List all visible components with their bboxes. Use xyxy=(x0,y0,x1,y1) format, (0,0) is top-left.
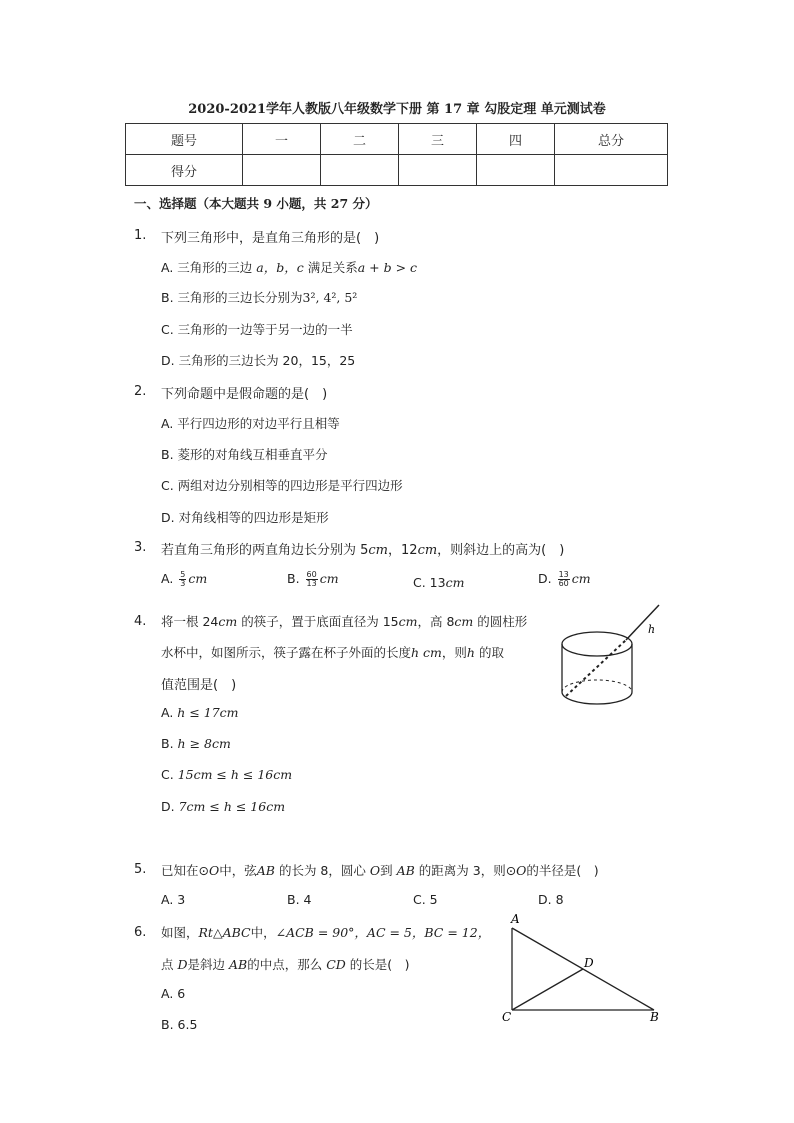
stem-text: 是斜边 xyxy=(187,957,229,972)
stem-text: ，高 8 xyxy=(417,614,455,629)
fraction xyxy=(179,571,186,588)
math-var: O xyxy=(208,863,220,878)
option-a xyxy=(161,705,239,720)
cylinder-bottom-front xyxy=(562,692,632,704)
option-c: C. 三角形的一边等于另一边的一半 xyxy=(161,322,353,337)
fraction xyxy=(306,571,318,588)
option-label: B. xyxy=(161,736,174,751)
question-number: 2. xyxy=(134,384,147,399)
unit: cm xyxy=(319,571,339,586)
stem-text: 的距离为 3，则⊙ xyxy=(414,863,517,878)
unit: cm xyxy=(188,571,208,586)
vertex-a-label: A xyxy=(511,912,520,926)
option-b xyxy=(161,288,357,306)
stem-text: ，则斜边上的高为( ) xyxy=(437,543,565,558)
option-label: D. xyxy=(161,799,175,814)
stem-text: 若直角三角形的两直角边长分别为 5 xyxy=(161,543,369,558)
denominator: 3 xyxy=(180,579,186,588)
question-number: 4. xyxy=(134,614,147,629)
fraction xyxy=(558,571,570,588)
score-cell xyxy=(321,155,399,186)
score-header-cell: 总分 xyxy=(555,124,668,155)
option-a: A. 平行四边形的对边平行且相等 xyxy=(161,416,340,431)
option-c xyxy=(413,575,464,590)
stem-text: 的筷子，置于底面直径为 15 xyxy=(237,614,399,629)
math-expr: h ≥ 8cm xyxy=(177,736,231,751)
unit: cm xyxy=(398,614,418,629)
question-stem-line1 xyxy=(161,923,490,941)
stem-text: 点 xyxy=(161,957,178,972)
vertex-b-label: B xyxy=(650,1010,659,1024)
score-table-header-row xyxy=(126,124,668,155)
option-b xyxy=(287,571,339,588)
score-row-label: 得分 xyxy=(126,155,243,186)
option-d: D. 三角形的三边长为 20，15，25 xyxy=(161,353,356,368)
option-label: C. xyxy=(161,767,174,782)
stem-text: 已知在⊙ xyxy=(161,863,209,878)
score-header-cell: 四 xyxy=(477,124,555,155)
stem-text: 的取 xyxy=(474,645,504,660)
denominator: 60 xyxy=(558,579,569,588)
math-expr: h ≤ 17cm xyxy=(177,705,239,720)
stem-text: 将一根 24 xyxy=(161,614,219,629)
question-stem-line2 xyxy=(161,955,410,973)
math-expr: 3², 4², 5² xyxy=(302,290,358,305)
math-var: O xyxy=(516,863,527,878)
stem-text: ，则 xyxy=(441,645,467,660)
option-c xyxy=(161,767,292,782)
section-heading: 一、选择题（本大题共 9 小题，共 27 分） xyxy=(134,196,378,211)
option-c: C. 两组对边分别相等的四边形是平行四边形 xyxy=(161,478,403,493)
point-d-label: D xyxy=(584,956,594,970)
math-expr: Rt△ABC xyxy=(198,925,251,940)
option-b: B. 6.5 xyxy=(161,1017,198,1032)
option-label: D. xyxy=(538,571,552,586)
option-label: B. xyxy=(287,571,300,586)
score-cell xyxy=(555,155,668,186)
question-stem-line2 xyxy=(161,643,504,661)
stem-text: 到 xyxy=(380,863,397,878)
unit: cm xyxy=(571,571,591,586)
question-stem xyxy=(161,539,564,558)
score-header-cell: 二 xyxy=(321,124,399,155)
denominator: 13 xyxy=(306,579,317,588)
median-cd xyxy=(512,969,583,1010)
option-c: C. 5 xyxy=(413,892,438,907)
unit: cm xyxy=(368,543,389,558)
stem-text: 中， xyxy=(250,925,276,940)
score-cell xyxy=(399,155,477,186)
option-a: A. 3 xyxy=(161,892,186,907)
numerator: 5 xyxy=(180,570,186,579)
math-var: h cm xyxy=(411,645,442,660)
math-expr: 15cm ≤ h ≤ 16cm xyxy=(177,767,293,782)
score-table-score-row xyxy=(126,155,668,186)
math-var: CD xyxy=(326,957,346,972)
option-a: A. 6 xyxy=(161,986,186,1001)
question-stem-line1 xyxy=(161,612,527,630)
stem-text: 的半径是( ) xyxy=(526,863,599,878)
stem-text: 的中点，那么 xyxy=(247,957,327,972)
option-label: A. xyxy=(161,571,174,586)
math-var: AB xyxy=(256,863,275,878)
option-d: D. 对角线相等的四边形是矩形 xyxy=(161,510,329,525)
option-text: B. 三角形的三边长分别为 xyxy=(161,290,303,305)
math-var: AB xyxy=(396,863,415,878)
cylinder-top-ellipse xyxy=(562,632,632,656)
stem-text: 的圆柱形 xyxy=(473,614,528,629)
vertex-c-label: C xyxy=(502,1010,512,1024)
math-expr: a + b > c xyxy=(357,260,418,275)
math-expr: ∠ACB = 90°，AC = 5，BC = 12， xyxy=(275,925,491,940)
cylinder-figure xyxy=(556,600,666,705)
stem-text: 水杯中，如图所示，筷子露在杯子外面的长度 xyxy=(161,645,412,660)
option-d: D. 8 xyxy=(538,892,564,907)
stem-text: 如图， xyxy=(161,925,199,940)
unit: cm xyxy=(218,614,238,629)
question-number: 6. xyxy=(134,925,147,940)
numerator: 13 xyxy=(558,570,569,579)
score-header-cell: 一 xyxy=(243,124,321,155)
score-cell xyxy=(477,155,555,186)
question-number: 1. xyxy=(134,228,147,243)
question-stem: 下列命题中是假命题的是( ) xyxy=(161,387,328,402)
math-var: O xyxy=(369,863,381,878)
option-b: B. 4 xyxy=(287,892,312,907)
stem-text: 的长为 8，圆心 xyxy=(274,863,370,878)
math-vars: a，b，c xyxy=(256,260,304,275)
option-text: A. 三角形的三边 xyxy=(161,260,257,275)
option-b xyxy=(161,736,231,751)
score-header-cell: 题号 xyxy=(126,124,243,155)
chopstick-inside xyxy=(566,640,626,696)
option-b: B. 菱形的对角线互相垂直平分 xyxy=(161,447,328,462)
math-var: D xyxy=(177,957,188,972)
unit: cm xyxy=(417,543,438,558)
score-table xyxy=(125,123,668,186)
question-number: 3. xyxy=(134,540,147,555)
question-stem-line3: 值范围是( ) xyxy=(161,678,237,693)
math-var: h xyxy=(466,645,475,660)
score-cell xyxy=(243,155,321,186)
stem-text: 中，弦 xyxy=(219,863,257,878)
numerator: 60 xyxy=(306,570,317,579)
question-number: 5. xyxy=(134,862,147,877)
math-expr: 7cm ≤ h ≤ 16cm xyxy=(178,799,286,814)
option-label: C. 13 xyxy=(413,575,446,590)
option-a xyxy=(161,571,207,588)
option-a xyxy=(161,258,417,276)
unit: cm xyxy=(445,575,465,590)
option-d xyxy=(538,571,591,588)
stem-text: 的长是( ) xyxy=(345,957,410,972)
score-header-cell: 三 xyxy=(399,124,477,155)
option-d xyxy=(161,799,285,814)
question-stem: 下列三角形中，是直角三角形的是( ) xyxy=(161,231,380,246)
option-text: 满足关系 xyxy=(303,260,358,275)
unit: cm xyxy=(454,614,474,629)
math-var: AB xyxy=(229,957,248,972)
question-stem xyxy=(161,861,599,879)
h-label: h xyxy=(648,623,656,636)
stem-text: ，12 xyxy=(388,543,418,558)
paper-title: 2020-2021学年人教版八年级数学下册 第 17 章 勾股定理 单元测试卷 xyxy=(188,102,606,117)
option-label: A. xyxy=(161,705,174,720)
triangle-figure xyxy=(498,910,670,1025)
